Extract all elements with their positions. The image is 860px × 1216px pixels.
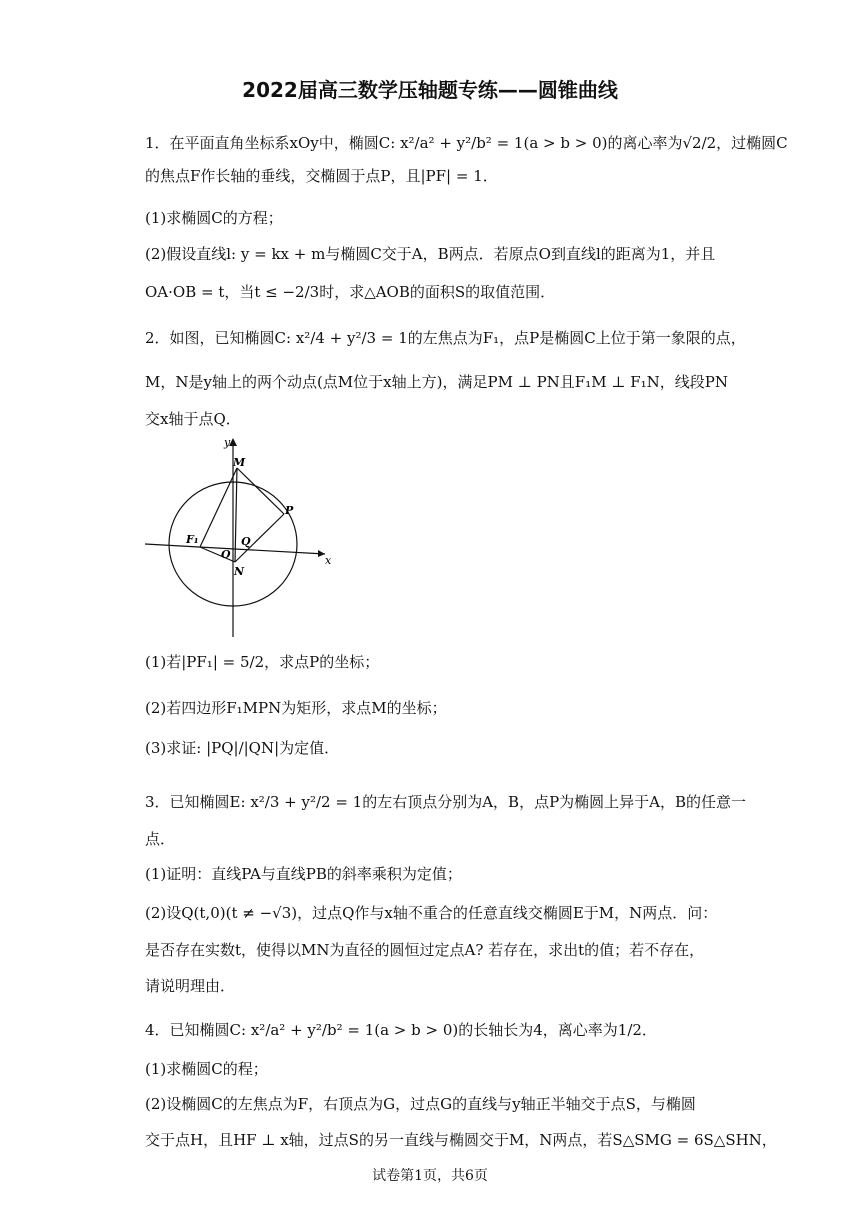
problem-1-line-4: (2)假设直线l: y = kx + m与椭圆C交于A，B两点．若原点O到直线l的距离为1，并且: [145, 245, 716, 263]
problem-4-line-4: 交于点H，且HF ⊥ x轴，过点S的另一直线与椭圆交于M，N两点，若S△SMG = 6S△SHN，: [145, 1131, 777, 1149]
problem-2-part-2: (2)若四边形F₁MPN为矩形，求点M的坐标；: [145, 699, 447, 717]
label-q: Q: [241, 535, 251, 548]
problem-3-line-5: 是否存在实数t，使得以MN为直径的圆恒过定点A? 若存在，求出t的值；若不存在，: [145, 941, 705, 959]
problem-2-line-3: 交x轴于点Q．: [145, 410, 241, 428]
problem-2-line-2: M，N是y轴上的两个动点(点M位于x轴上方)，满足PM ⊥ PN且F₁M ⊥ F₁N，线段PN: [145, 373, 728, 391]
problem-1-line-1: 1．在平面直角坐标系xOy中，椭圆C: x²/a² + y²/b² = 1(a > b > 0)的离心率为√2/2，过椭圆C: [145, 134, 788, 152]
problem-4-line-3: (2)设椭圆C的左焦点为F，右顶点为G，过点G的直线与y轴正半轴交于点S，与椭圆: [145, 1095, 696, 1113]
problem-2-part-1: (1)若|PF₁| = 5/2，求点P的坐标；: [145, 653, 380, 671]
problem-2-line-1: 2．如图，已知椭圆C: x²/4 + y²/3 = 1的左焦点为F₁，点P是椭圆C上位于第一象限的点，: [145, 329, 746, 347]
problem-2-part-3: (3)求证: |PQ|/|QN|为定值．: [145, 739, 340, 757]
problem-3-line-3: (1)证明：直线PA与直线PB的斜率乘积为定值；: [145, 865, 462, 883]
label-o: O: [221, 548, 231, 561]
page-footer: 试卷第1页，共6页: [372, 1168, 488, 1184]
problem-1-line-5: OA·OB = t，当t ≤ −2/3时，求△AOB的面积S的取值范围．: [145, 283, 556, 301]
problem-4-line-2: (1)求椭圆C的程；: [145, 1060, 268, 1078]
problem-3-line-2: 点．: [145, 830, 176, 848]
problem-3-line-6: 请说明理由．: [145, 977, 236, 995]
x-axis-arrow: [318, 550, 325, 557]
problem-4-line-1: 4．已知椭圆C: x²/a² + y²/b² = 1(a > b > 0)的长轴长为4，离心率为1/2．: [145, 1021, 657, 1039]
segment-m-p: [237, 468, 284, 514]
label-f1: F₁: [186, 533, 199, 546]
problem-1-line-2: 的焦点F作长轴的垂线，交椭圆于点P，且|PF| = 1．: [145, 167, 498, 185]
ellipse-figure: [140, 432, 340, 642]
label-p: P: [285, 504, 294, 517]
label-y: y: [224, 436, 231, 449]
problem-3-line-4: (2)设Q(t,0)(t ≠ −√3)，过点Q作与x轴不重合的任意直线交椭圆E于M，N两点．问：: [145, 904, 718, 922]
segment-f1-m: [200, 468, 237, 547]
problem-1-line-3: (1)求椭圆C的方程；: [145, 209, 283, 227]
label-n: N: [234, 565, 245, 578]
problem-3-line-1: 3．已知椭圆E: x²/3 + y²/2 = 1的左右顶点分别为A，B，点P为椭圆上异于A，B的任意一: [145, 793, 747, 811]
label-x: x: [325, 554, 332, 567]
page-title: 2022届高三数学压轴题专练——圆锥曲线: [242, 78, 618, 102]
label-m: M: [233, 456, 246, 469]
